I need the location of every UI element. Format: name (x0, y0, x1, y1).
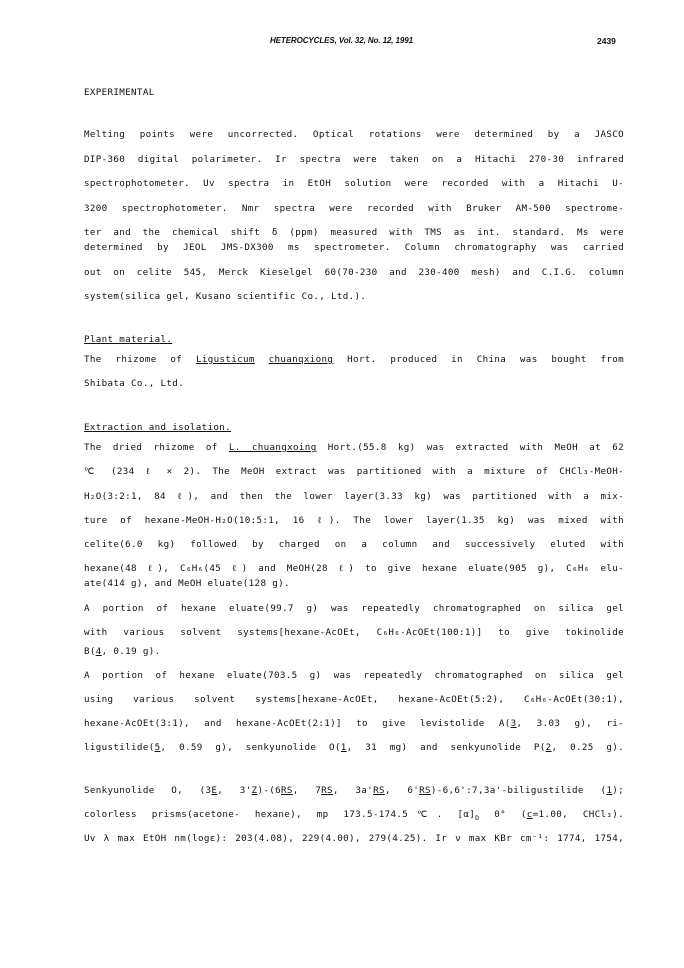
extraction-line: ℃ (234 ℓ × 2). The MeOH extract was partitioned with a mixture of CHCl₃-MeOH- (84, 466, 624, 477)
section-title: EXPERIMENTAL (84, 87, 155, 98)
general-line: DIP-360 digital polarimeter. Ir spectra were taken on a Hitachi 270-30 infrared (84, 154, 624, 165)
extraction-line: hexane-AcOEt(3:1), and hexane-AcOEt(2:1)] to give levistolide A(3, 3.03 g), ri- (84, 718, 625, 729)
extraction-line: with various solvent systems[hexane-AcOEt, C₆H₆-AcOEt(100:1)] to give tokinolide (84, 627, 624, 638)
plant-heading: Plant material. (84, 334, 173, 345)
general-line: out on celite 545, Merck Kieselgel 60(70-230 and 230-400 mesh) and C.I.G. column (84, 267, 624, 278)
extraction-line: ture of hexane-MeOH-H₂O(10:5:1, 16 ℓ). The lower layer(1.35 kg) was mixed with (84, 515, 624, 526)
plant-line: Shibata Co., Ltd. (84, 378, 184, 389)
plant-line: The rhizome of Ligusticum chuanqxiong Hort. produced in China was bought from (84, 354, 624, 365)
extraction-line: H₂O(3:2:1, 84 ℓ), and then the lower layer(3.33 kg) was partitioned with a mix- (84, 491, 624, 502)
page-number: 2439 (597, 36, 616, 46)
compound-line: Senkyunolide O, (3E, 3'Z)-(6RS, 7RS, 3a'RS, 6'RS)-6,6':7,3a'-biligustilide (1); (84, 785, 624, 796)
extraction-line: hexane(48 ℓ), C₆H₆(45 ℓ) and MeOH(28 ℓ) to give hexane eluate(905 g), C₆H₆ elu- (84, 563, 624, 574)
compound-line: Uv λ max EtOH nm(logε): 203(4.08), 229(4.00), 279(4.25). Ir ν max KBr cm⁻¹: 1774, 1754, (84, 833, 624, 844)
general-line: spectrophotometer. Uv spectra in EtOH solution were recorded with a Hitachi U- (84, 178, 624, 189)
extraction-line: A portion of hexane eluate(99.7 g) was repeatedly chromatographed on silica gel (84, 603, 624, 614)
general-line: Melting points were uncorrected. Optical rotations were determined by a JASCO (84, 129, 624, 140)
extraction-line: ligustilide(5, 0.59 g), senkyunolide O(1, 31 mg) and senkyunolide P(2, 0.25 g). (84, 742, 624, 753)
compound-line: colorless prisms(acetone- hexane), mp 173.5-174.5℃. $[\alpha]_D$ 0° (c=1.00, CHCl₃). (84, 809, 624, 822)
general-line: 3200 spectrophotometer. Nmr spectra were recorded with Bruker AM-500 spectrome- (84, 203, 624, 214)
extraction-heading: Extraction and isolation. (84, 422, 232, 433)
extraction-line: The dried rhizome of L. chuangxoing Hort.(55.8 kg) was extracted with MeOH at 62 (84, 442, 624, 453)
general-line: determined by JEOL JMS-DX300 ms spectrometer. Column chromatography was carried (84, 242, 624, 253)
general-line: ter and the chemical shift δ (ppm) measured with TMS as int. standard. Ms were (84, 227, 624, 238)
extraction-line: A portion of hexane eluate(703.5 g) was repeatedly chromatographed on silica gel (84, 670, 624, 681)
journal-header: HETEROCYCLES, Vol. 32, No. 12, 1991 (270, 36, 413, 45)
general-line: system(silica gel, Kusano scientific Co., Ltd.). (84, 291, 367, 302)
extraction-line: ate(414 g), and MeOH eluate(128 g). (84, 578, 290, 589)
extraction-line: B(4, 0.19 g). (84, 646, 161, 657)
extraction-line: celite(6.0 kg) followed by charged on a column and successively eluted with (84, 539, 624, 550)
extraction-line: using various solvent systems[hexane-AcOEt, hexane-AcOEt(5:2), C₆H₆-AcOEt(30:1), (84, 694, 624, 705)
